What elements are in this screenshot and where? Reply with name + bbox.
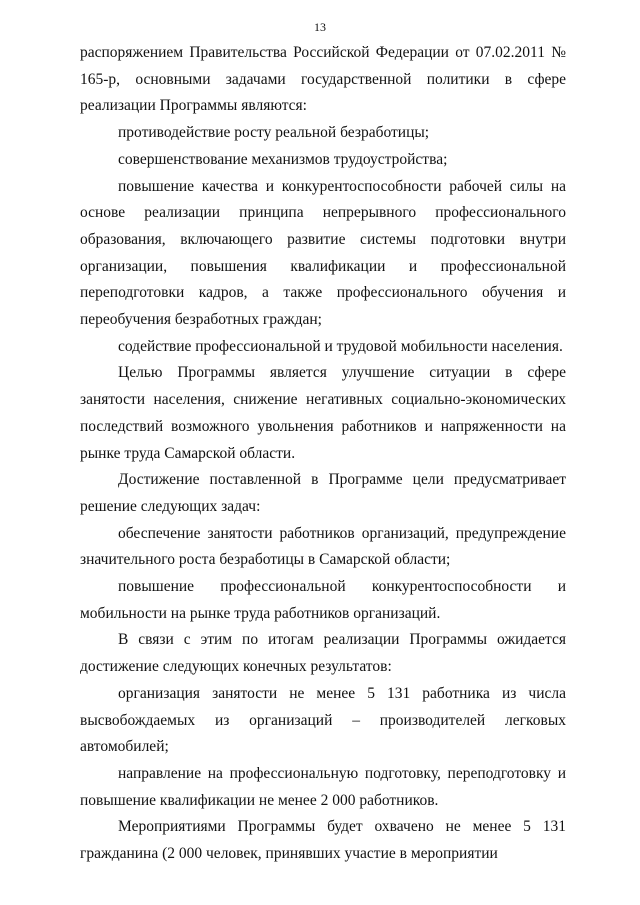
- paragraph-4: повышение качества и конкурентоспособности рабочей силы на основе реализации принципа непрерывного профессионального образования, включающего развитие системы подготовки внутри организации, повышения квалификации и профессиональной переподготовки кадров, а также профессионального обучения и переобучения безработных граждан;: [80, 177, 566, 329]
- paragraph-8: обеспечение занятости работников организаций, предупреждение значительного роста безработицы в Самарской области;: [80, 524, 566, 569]
- document-body: [80, 40, 566, 868]
- paragraph-10: В связи с этим по итогам реализации Программы ожидается достижение следующих конечных результатов:: [80, 631, 566, 676]
- paragraph-2: противодействие росту реальной безработицы;: [118, 124, 430, 142]
- paragraph-12: направление на профессиональную подготовку, переподготовку и повышение квалификации не менее 2 000 работников.: [80, 764, 566, 809]
- page-number: 13: [314, 20, 326, 34]
- paragraph-9: повышение профессиональной конкурентоспособности и мобильности на рынке труда работников организаций.: [80, 578, 566, 622]
- paragraph-1: распоряжением Правительства Российской Федерации от 07.02.2011 № 165-р, основными задачами государственной политики в сфере реализации Программы являются:: [80, 44, 566, 115]
- paragraph-7: Достижение поставленной в Программе цели предусматривает решение следующих задач:: [80, 471, 566, 515]
- paragraph-13: Мероприятиями Программы будет охвачено не менее 5 131 гражданина (2 000 человек, принявших участие в мероприятии: [80, 818, 566, 863]
- paragraph-3: совершенствование механизмов трудоустройства;: [118, 150, 448, 168]
- paragraph-5: содействие профессиональной и трудовой мобильности населения.: [118, 337, 563, 355]
- paragraph-11: организация занятости не менее 5 131 работника из числа высвобождаемых из организаций – производителей легковых автомобилей;: [80, 684, 566, 756]
- paragraph-6: Целью Программы является улучшение ситуации в сфере занятости населения, снижение негативных социально-экономических последствий возможного увольнения работников и напряженности на рынке труда Самарской области.: [80, 364, 566, 462]
